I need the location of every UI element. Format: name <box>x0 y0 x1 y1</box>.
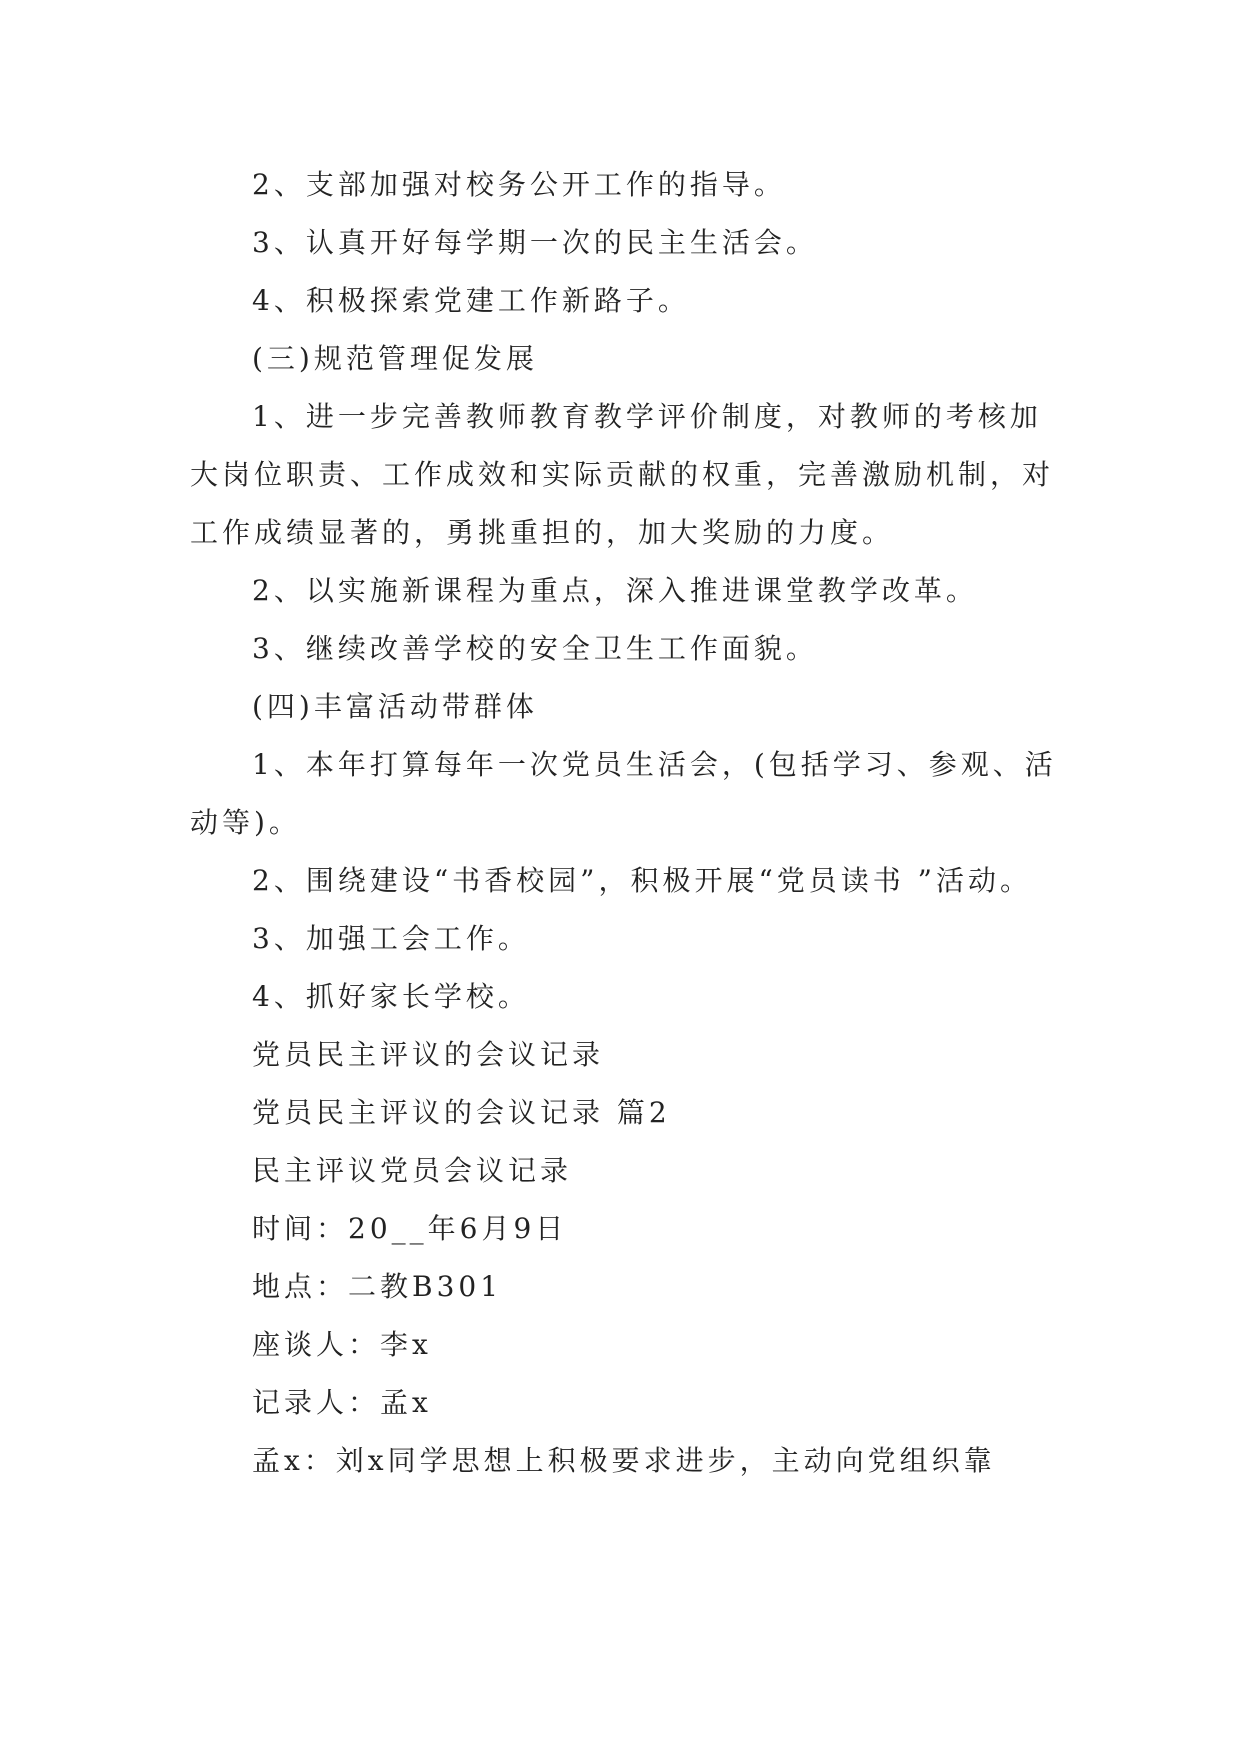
record-location: 地点：二教B301 <box>252 1270 503 1303</box>
document-subtitle: 党员民主评议的会议记录 篇2 <box>252 1096 671 1129</box>
paragraph: 1、本年打算每年一次党员生活会，(包括学习、参观、活动等)。 <box>190 748 1057 839</box>
paragraph: 1、进一步完善教师教育教学评价制度，对教师的考核加大岗位职责、工作成效和实际贡献的权重，完善激励机制，对工作成绩显著的，勇挑重担的，加大奖励的力度。 <box>190 400 1055 549</box>
document-title: 党员民主评议的会议记录 <box>252 1038 605 1071</box>
record-host: 座谈人：李x <box>252 1328 432 1361</box>
record-time: 时间：20__年6月9日 <box>252 1212 568 1245</box>
paragraph: 4、抓好家长学校。 <box>252 980 530 1013</box>
record-recorder: 记录人：孟x <box>252 1386 432 1419</box>
section-heading: (四)丰富活动带群体 <box>252 690 538 723</box>
paragraph: 3、继续改善学校的安全卫生工作面貌。 <box>252 632 818 665</box>
paragraph: 3、加强工会工作。 <box>252 922 530 955</box>
section-heading: (三)规范管理促发展 <box>252 342 538 375</box>
paragraph: 2、支部加强对校务公开工作的指导。 <box>252 168 786 201</box>
record-title: 民主评议党员会议记录 <box>252 1154 573 1187</box>
paragraph: 2、以实施新课程为重点，深入推进课堂教学改革。 <box>252 574 978 607</box>
paragraph: 4、积极探索党建工作新路子。 <box>252 284 690 317</box>
document-body <box>190 156 1070 1490</box>
record-statement: 孟x：刘x同学思想上积极要求进步，主动向党组织靠 <box>252 1444 996 1477</box>
paragraph: 3、认真开好每学期一次的民主生活会。 <box>252 226 818 259</box>
paragraph: 2、围绕建设“书香校园”，积极开展“党员读书 ”活动。 <box>252 864 1032 897</box>
